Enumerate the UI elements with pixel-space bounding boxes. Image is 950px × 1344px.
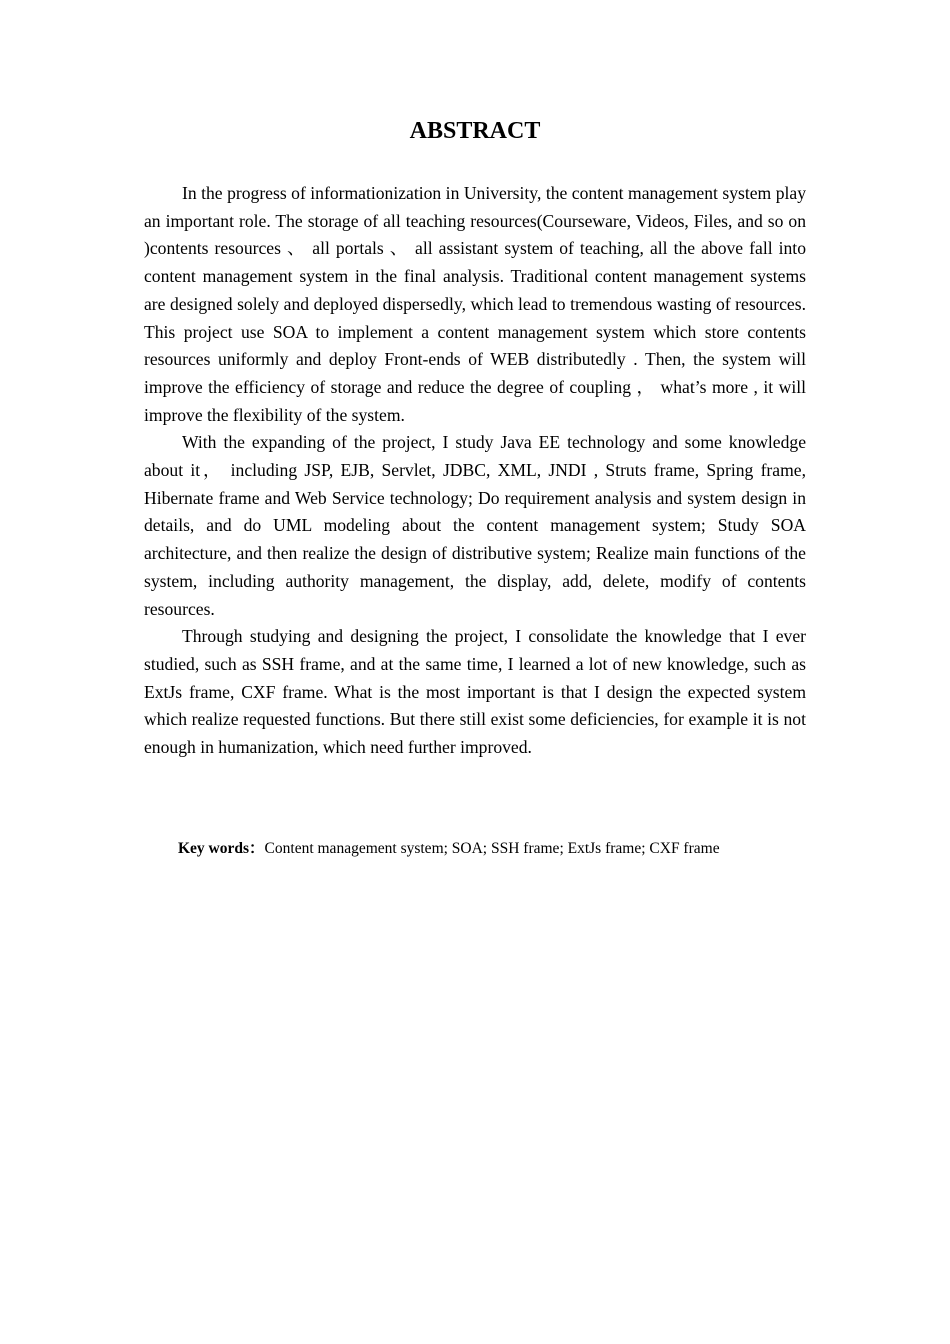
keywords-line <box>178 838 806 860</box>
keywords-label: Key words： <box>178 840 265 857</box>
abstract-paragraph-2: With the expanding of the project, I study Java EE technology and some knowledge about it， including JSP, EJB, Servlet, JDBC, XML, JNDI , Struts frame, Spring frame, Hibernate frame and Web Service technology; Do requirement analysis and system design in details, and do UML modeling about the content management system; Study SOA architecture, and then realize the design of distributive system; Realize main functions of the system, including authority management, the display, add, delete, modify of contents resources. <box>144 432 806 619</box>
abstract-title: ABSTRACT <box>409 118 541 144</box>
abstract-body <box>144 180 806 762</box>
abstract-paragraph-3: Through studying and designing the project, I consolidate the knowledge that I ever studied, such as SSH frame, and at the same time, I learned a lot of new knowledge, such as ExtJs frame, CXF frame. What is the most important is that I design the expected system which realize requested functions. But there still exist some deficiencies, for example it is not enough in humanization, which need further improved. <box>144 626 806 758</box>
keywords-text: Content management system; SOA; SSH frame; ExtJs frame; CXF frame <box>264 840 720 857</box>
abstract-paragraph-1: In the progress of informationization in University, the content management system play an important role. The storage of all teaching resources(Courseware, Videos, Files, and so on )contents resources 、 all portals 、 all assistant system of teaching, all the above fall into content management system in the final analysis. Traditional content management systems are designed solely and deployed dispersedly, which lead to tremendous wasting of resources. This project use SOA to implement a content management system which store contents resources uniformly and deploy Front-ends of WEB distributedly . Then, the system will improve the efficiency of storage and reduce the degree of coupling ， what’s more , it will improve the flexibility of the system. <box>144 183 806 425</box>
